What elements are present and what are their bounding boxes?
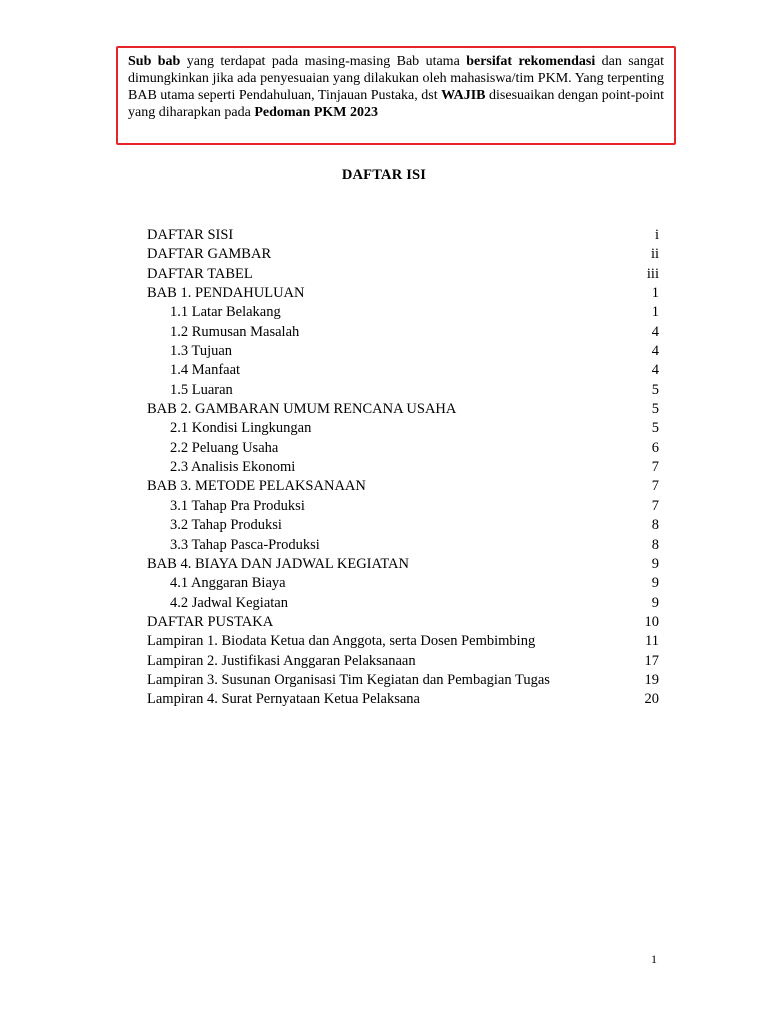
toc-entry-page: 7 bbox=[651, 497, 659, 514]
toc-entry-label: Lampiran 1. Biodata Ketua dan Anggota, serta Dosen Pembimbing bbox=[147, 633, 536, 650]
toc-entry-label: 1.1 Latar Belakang bbox=[170, 304, 281, 321]
toc-entry-label: Lampiran 4. Surat Pernyataan Ketua Pelaksana bbox=[147, 691, 420, 708]
toc-entry-label: Lampiran 2. Justifikasi Anggaran Pelaksanaan bbox=[147, 652, 416, 669]
toc-entry-page: 10 bbox=[644, 613, 659, 630]
toc-entry-label: Lampiran 3. Susunan Organisasi Tim Kegiatan dan Pembagian Tugas bbox=[147, 671, 550, 688]
toc-subentry bbox=[147, 439, 659, 458]
toc-entry-label: DAFTAR PUSTAKA bbox=[147, 613, 274, 630]
toc-entry-label: 2.3 Analisis Ekonomi bbox=[170, 459, 296, 476]
toc-entry bbox=[147, 226, 659, 245]
toc-entry-label: DAFTAR TABEL bbox=[147, 265, 253, 282]
toc-entry-page: 7 bbox=[651, 459, 659, 476]
notice-segment: disesuaikan dengan point-point yang diharapkan pada bbox=[128, 88, 665, 120]
toc-entry-label: 1.5 Luaran bbox=[170, 381, 233, 398]
toc-subentry bbox=[147, 381, 659, 400]
notice-text bbox=[128, 53, 664, 121]
toc-entry-page: 5 bbox=[651, 381, 659, 398]
toc-entry-page: i bbox=[654, 227, 659, 243]
toc-entry-label: 4.1 Anggaran Biaya bbox=[170, 575, 286, 592]
toc-entry-page: 11 bbox=[645, 633, 659, 650]
toc-entry bbox=[147, 632, 659, 651]
toc-entry-page: ii bbox=[650, 246, 659, 263]
toc-entry bbox=[147, 671, 659, 690]
toc-entry-label: BAB 4. BIAYA DAN JADWAL KEGIATAN bbox=[147, 555, 409, 572]
toc-subentry bbox=[147, 594, 659, 613]
toc-entry-label: 3.2 Tahap Produksi bbox=[170, 517, 282, 534]
toc-subentry bbox=[147, 458, 659, 477]
toc-entry bbox=[147, 477, 659, 496]
toc-entry bbox=[147, 245, 659, 264]
toc-entry-page: 9 bbox=[651, 555, 659, 572]
toc-entry bbox=[147, 555, 659, 574]
toc-entry-page: 20 bbox=[644, 691, 659, 708]
toc-entry bbox=[147, 690, 659, 709]
table-of-contents bbox=[147, 226, 659, 710]
page-number: 1 bbox=[651, 952, 657, 966]
toc-entry-page: 9 bbox=[651, 575, 659, 592]
toc-entry-page: 9 bbox=[651, 594, 659, 611]
toc-entry-label: DAFTAR GAMBAR bbox=[147, 246, 272, 263]
page-title: DAFTAR ISI bbox=[341, 167, 427, 183]
toc-entry-label: BAB 1. PENDAHULUAN bbox=[147, 285, 305, 302]
toc-entry-label: 1.4 Manfaat bbox=[170, 362, 241, 379]
toc-entry-label: 3.1 Tahap Pra Produksi bbox=[170, 497, 305, 514]
toc-subentry bbox=[147, 303, 659, 322]
toc-entry-page: 19 bbox=[644, 671, 659, 688]
notice-emphasis: bersifat rekomendasi bbox=[466, 54, 596, 69]
toc-entry-label: 2.2 Peluang Usaha bbox=[170, 439, 279, 456]
toc-subentry bbox=[147, 342, 659, 361]
toc-subentry bbox=[147, 419, 659, 438]
toc-entry bbox=[147, 400, 659, 419]
toc-entry-page: 1 bbox=[651, 285, 659, 302]
notice-segment: yang terdapat pada masing-masing Bab utama bbox=[180, 54, 467, 69]
toc-subentry bbox=[147, 497, 659, 516]
toc-subentry bbox=[147, 323, 659, 342]
toc-subentry bbox=[147, 574, 659, 593]
toc-entry-label: BAB 3. METODE PELAKSANAAN bbox=[147, 478, 366, 495]
toc-entry-page: 8 bbox=[651, 536, 659, 553]
toc-entry bbox=[147, 284, 659, 303]
toc-entry-label: 2.1 Kondisi Lingkungan bbox=[170, 420, 312, 437]
toc-entry-page: 7 bbox=[651, 478, 659, 495]
toc-subentry bbox=[147, 361, 659, 380]
toc-entry bbox=[147, 265, 659, 284]
toc-subentry bbox=[147, 536, 659, 555]
toc-entry-page: 4 bbox=[651, 323, 659, 340]
notice-emphasis: Pedoman PKM 2023 bbox=[254, 105, 378, 120]
toc-entry-page: 5 bbox=[651, 420, 659, 437]
toc-entry-page: iii bbox=[646, 265, 659, 282]
toc-entry-page: 5 bbox=[651, 401, 659, 418]
notice-emphasis: WAJIB bbox=[441, 88, 486, 103]
recommendation-notice-box bbox=[116, 46, 676, 145]
toc-entry-page: 6 bbox=[651, 439, 659, 456]
toc-entry-page: 4 bbox=[651, 362, 659, 379]
toc-entry-page: 1 bbox=[651, 304, 659, 321]
toc-entry-page: 4 bbox=[651, 343, 659, 360]
toc-entry bbox=[147, 652, 659, 671]
toc-entry bbox=[147, 613, 659, 632]
toc-entry-label: DAFTAR SISI bbox=[147, 227, 234, 243]
toc-entry-label: 4.2 Jadwal Kegiatan bbox=[170, 594, 288, 611]
notice-segment: dan sangat dimungkinkan jika ada penyesuaian yang dilakukan oleh mahasiswa/tim PKM. Yang terpenting BAB utama seperti Pendahuluan, Tinjauan Pustaka, dst bbox=[128, 54, 665, 103]
toc-entry-label: 1.2 Rumusan Masalah bbox=[170, 323, 300, 340]
toc-entry-label: 3.3 Tahap Pasca-Produksi bbox=[170, 536, 320, 553]
toc-subentry bbox=[147, 516, 659, 535]
notice-emphasis: Sub bab bbox=[128, 54, 181, 69]
toc-entry-label: BAB 2. GAMBARAN UMUM RENCANA USAHA bbox=[147, 401, 457, 418]
toc-entry-label: 1.3 Tujuan bbox=[170, 343, 233, 360]
toc-entry-page: 17 bbox=[644, 652, 659, 669]
toc-entry-page: 8 bbox=[651, 517, 659, 534]
